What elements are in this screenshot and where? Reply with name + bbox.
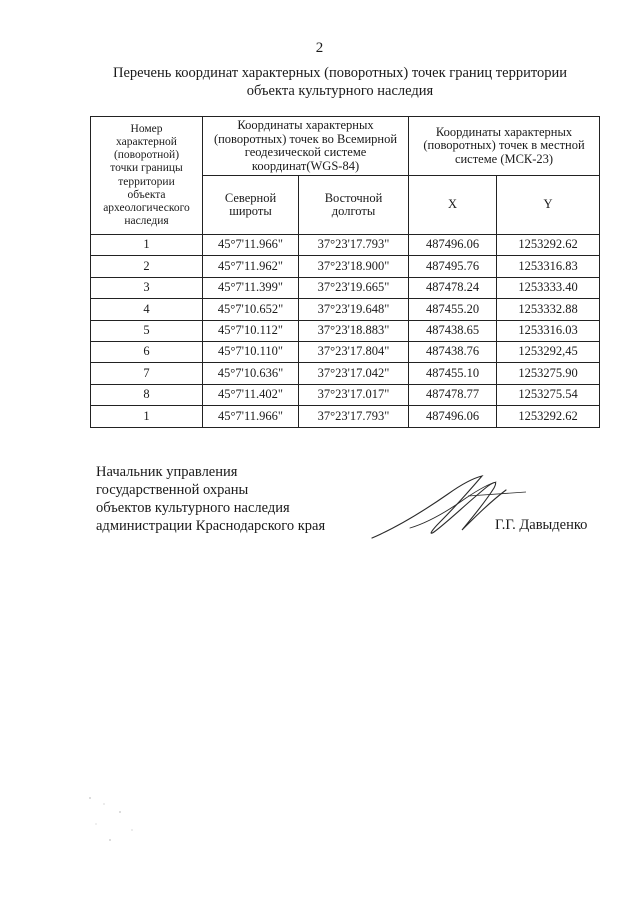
point-number-cell: 7 bbox=[91, 363, 203, 384]
handwritten-signature bbox=[370, 468, 530, 548]
signer-position-line: государственной охраны bbox=[96, 482, 249, 498]
x-cell: 487455.20 bbox=[409, 299, 497, 320]
longitude-cell: 37°23'17.793" bbox=[299, 235, 409, 256]
longitude-cell: 37°23'18.883" bbox=[299, 320, 409, 341]
x-cell: 487455.10 bbox=[409, 363, 497, 384]
signer-position-line: Начальник управления bbox=[96, 464, 238, 480]
signer-name: Г.Г. Давыденко bbox=[495, 517, 588, 533]
north-latitude-header: Северной широты bbox=[203, 176, 299, 235]
y-cell: 1253292,45 bbox=[497, 341, 600, 362]
x-header: X bbox=[409, 176, 497, 235]
local-coordinates-header: Координаты характерных (поворотных) точек в местной системе (МСК-23) bbox=[409, 117, 600, 176]
signer-position-line: администрации Краснодарского края bbox=[96, 518, 326, 534]
table-row bbox=[91, 363, 600, 384]
title-line: Перечень координат характерных (поворотных) точек границ территории bbox=[112, 65, 568, 81]
x-cell: 487496.06 bbox=[409, 406, 497, 427]
x-cell: 487438.65 bbox=[409, 320, 497, 341]
latitude-cell: 45°7'11.966" bbox=[203, 406, 299, 427]
y-cell: 1253292.62 bbox=[497, 406, 600, 427]
longitude-cell: 37°23'17.017" bbox=[299, 384, 409, 405]
point-number-header: Номер характерной (поворотной) точки границы территории объекта археологического наследия bbox=[91, 117, 203, 235]
y-cell: 1253332.88 bbox=[497, 299, 600, 320]
latitude-cell: 45°7'10.112" bbox=[203, 320, 299, 341]
x-cell: 487496.06 bbox=[409, 235, 497, 256]
table-row bbox=[91, 256, 600, 277]
longitude-cell: 37°23'17.804" bbox=[299, 341, 409, 362]
wgs-coordinates-header: Координаты характерных (поворотных) точек во Всемирной геодезической системе координат(WGS-84) bbox=[203, 117, 409, 176]
longitude-cell: 37°23'19.648" bbox=[299, 299, 409, 320]
latitude-cell: 45°7'11.399" bbox=[203, 277, 299, 298]
table-row bbox=[91, 299, 600, 320]
x-cell: 487478.24 bbox=[409, 277, 497, 298]
y-cell: 1253316.83 bbox=[497, 256, 600, 277]
table-row bbox=[91, 320, 600, 341]
point-number-cell: 2 bbox=[91, 256, 203, 277]
y-cell: 1253292.62 bbox=[497, 235, 600, 256]
table-row bbox=[91, 277, 600, 298]
y-cell: 1253275.90 bbox=[497, 363, 600, 384]
table-row bbox=[91, 406, 600, 427]
x-cell: 487495.76 bbox=[409, 256, 497, 277]
coordinates-table-body bbox=[91, 235, 600, 428]
latitude-cell: 45°7'10.110" bbox=[203, 341, 299, 362]
latitude-cell: 45°7'11.402" bbox=[203, 384, 299, 405]
longitude-cell: 37°23'17.042" bbox=[299, 363, 409, 384]
point-number-cell: 5 bbox=[91, 320, 203, 341]
point-number-cell: 3 bbox=[91, 277, 203, 298]
signer-position-line: объектов культурного наследия bbox=[96, 500, 290, 516]
latitude-cell: 45°7'11.966" bbox=[203, 235, 299, 256]
point-number-cell: 4 bbox=[91, 299, 203, 320]
table-row bbox=[91, 384, 600, 405]
east-longitude-header: Восточной долготы bbox=[299, 176, 409, 235]
point-number-cell: 1 bbox=[91, 406, 203, 427]
latitude-cell: 45°7'10.636" bbox=[203, 363, 299, 384]
y-cell: 1253316.03 bbox=[497, 320, 600, 341]
table-row bbox=[91, 235, 600, 256]
y-cell: 1253333.40 bbox=[497, 277, 600, 298]
longitude-cell: 37°23'19.665" bbox=[299, 277, 409, 298]
point-number-cell: 1 bbox=[91, 235, 203, 256]
x-cell: 487478.77 bbox=[409, 384, 497, 405]
document-title bbox=[60, 64, 620, 100]
point-number-cell: 8 bbox=[91, 384, 203, 405]
scan-specks bbox=[80, 790, 160, 850]
y-cell: 1253275.54 bbox=[497, 384, 600, 405]
latitude-cell: 45°7'10.652" bbox=[203, 299, 299, 320]
point-number-cell: 6 bbox=[91, 341, 203, 362]
signer-position bbox=[96, 463, 325, 535]
longitude-cell: 37°23'18.900" bbox=[299, 256, 409, 277]
table-row bbox=[91, 341, 600, 362]
latitude-cell: 45°7'11.962" bbox=[203, 256, 299, 277]
x-cell: 487438.76 bbox=[409, 341, 497, 362]
y-header: Y bbox=[497, 176, 600, 235]
longitude-cell: 37°23'17.793" bbox=[299, 406, 409, 427]
title-line: объекта культурного наследия bbox=[246, 83, 434, 99]
page-number: 2 bbox=[315, 40, 324, 56]
coordinates-table bbox=[90, 116, 600, 428]
